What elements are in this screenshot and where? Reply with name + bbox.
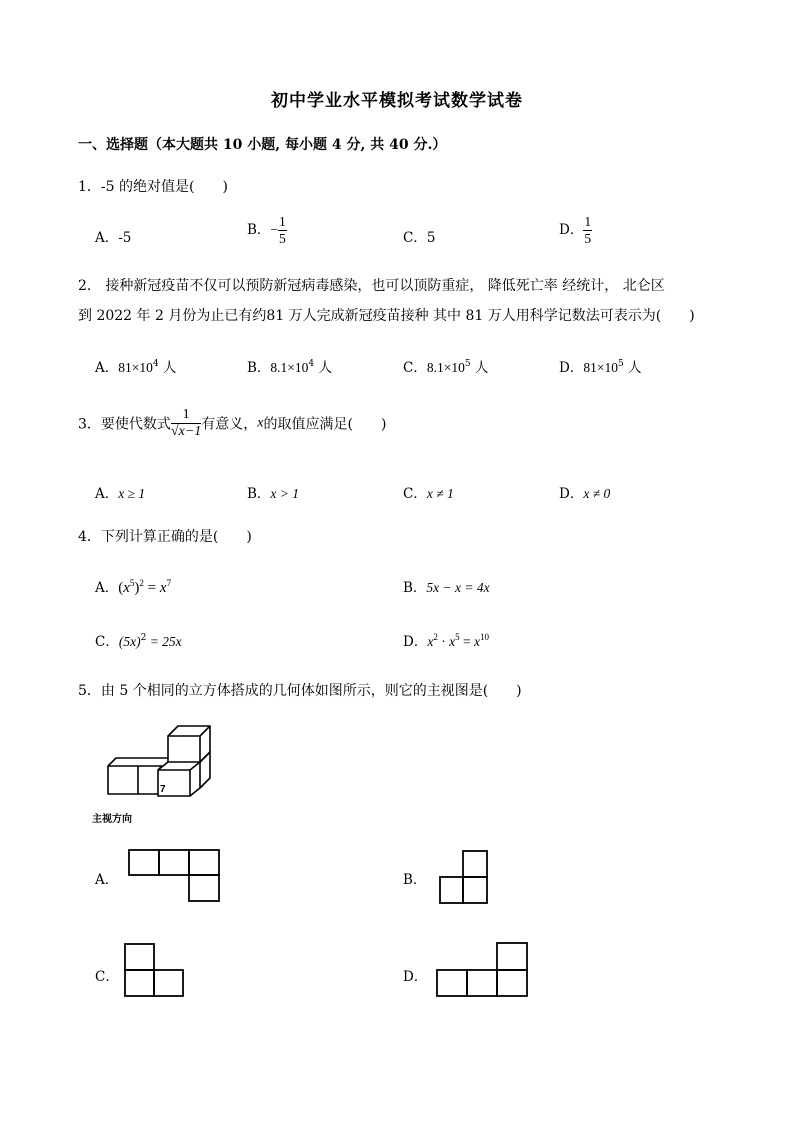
minus-sign: −	[270, 222, 279, 237]
stem-suffix: 的取值应满足( )	[263, 416, 387, 433]
exponent: 5	[617, 359, 624, 369]
q1-option-c: C．5	[403, 230, 436, 246]
q2-option-d	[559, 356, 641, 376]
section-heading: 一、选择题（本大题共 10 小题, 每小题 4 分, 共 40 分.）	[78, 137, 447, 153]
unit: 人	[158, 360, 177, 376]
numerator: 1	[279, 214, 286, 229]
q5-option-a-label: A．	[95, 872, 119, 888]
unit: 人	[470, 360, 489, 376]
math-base: 8.1×10	[270, 360, 309, 375]
q5-option-d-label: D．	[403, 969, 428, 985]
option-label: D．	[559, 486, 584, 502]
q3-option-d	[559, 482, 610, 502]
q1-option-b	[247, 214, 287, 247]
math-expr: $(x^5)^2 = x^7$	[118, 578, 172, 596]
q5-option-b-label: B．	[403, 872, 427, 888]
option-label: C．	[403, 360, 427, 376]
math-expr: x ≥ 1	[118, 486, 146, 501]
fraction	[583, 214, 592, 247]
math-expr: x ≠ 0	[583, 486, 611, 501]
q4-option-b	[403, 576, 490, 596]
denominator: 5	[279, 231, 286, 246]
view-direction-arrow: 7	[160, 784, 166, 795]
q1-option-a: A．-5	[95, 230, 132, 246]
solid-3d-figure	[100, 722, 220, 802]
q3-option-c	[403, 482, 454, 502]
math-rest: = 25x	[146, 634, 182, 649]
option-label: C．	[403, 486, 427, 502]
q4-option-a	[95, 576, 171, 597]
q5-option-c-label: C．	[95, 969, 119, 985]
option-label: D．	[559, 222, 584, 238]
option-label: B．	[403, 580, 427, 596]
math-base: 81×10	[118, 360, 153, 375]
fraction	[278, 214, 287, 247]
numerator: 1	[171, 407, 201, 424]
exponent: 4	[308, 359, 315, 369]
exponent: 5	[464, 359, 471, 369]
math-base: 8.1×10	[426, 360, 465, 375]
denominator	[171, 424, 201, 440]
q5-option-d-view	[436, 942, 530, 1000]
option-label: A．	[95, 580, 119, 596]
option-label: D．	[559, 360, 584, 376]
math-base: 81×10	[583, 360, 618, 375]
math-expr: 5x − x = 4x	[426, 580, 490, 595]
view-direction-caption: 主视方向	[92, 814, 132, 825]
q4-option-c	[95, 630, 182, 650]
sqrt-sign: √	[170, 424, 179, 439]
q5-option-b-view	[439, 850, 491, 906]
q3-option-b	[247, 482, 299, 502]
unit: 人	[314, 360, 332, 376]
question-3-stem	[78, 407, 386, 440]
option-label: A．	[95, 360, 119, 376]
page-title: 初中学业水平模拟考试数学试卷	[271, 91, 523, 111]
question-5-stem: 5．由 5 个相同的立方体搭成的几何体如图所示，则它的主视图是( )	[78, 683, 522, 699]
option-label: A．	[95, 486, 119, 502]
math-base: (5x)	[118, 634, 141, 649]
q5-option-c-view	[124, 943, 186, 999]
numerator: 1	[584, 214, 592, 229]
denominator: 5	[584, 231, 592, 246]
variable: x	[257, 415, 264, 431]
q2-option-a	[95, 356, 176, 376]
question-4-stem: 4．下列计算正确的是( )	[78, 529, 252, 545]
q3-option-a	[95, 482, 145, 502]
option-label: B．	[247, 360, 271, 376]
q1-option-d	[559, 214, 592, 247]
math-expr: $x^2 \cdot x^5 = x^{10}$	[427, 632, 489, 649]
question-1-stem: 1．-5 的绝对值是( )	[78, 179, 228, 195]
q4-option-d	[403, 630, 489, 650]
option-label: B．	[247, 222, 271, 238]
exponent: 4	[152, 359, 159, 369]
stem-middle: 有意义，	[201, 416, 258, 433]
math-expr: x > 1	[270, 486, 300, 501]
radical-fraction	[171, 407, 201, 440]
q2-option-b	[247, 356, 332, 376]
exponent: 2	[140, 633, 147, 643]
question-2-line2: 到 2022 年 2 月份为止已有约81 万人完成新冠疫苗接种 其中 81 万人用科学记数法可表示为( )	[78, 308, 695, 324]
q5-option-a-view	[128, 849, 220, 903]
question-2-line1: 2． 接种新冠疫苗不仅可以预防新冠病毒感染，也可以顶防重症， 降低死亡率 经统计， 北仑区	[78, 278, 665, 294]
option-label: B．	[247, 486, 271, 502]
radicand: x−1	[178, 424, 202, 439]
unit: 人	[623, 360, 642, 376]
option-label: D．	[403, 634, 428, 650]
q2-option-c	[403, 356, 488, 376]
stem-prefix: 3．要使代数式	[78, 416, 171, 433]
option-label: C．	[95, 634, 119, 650]
math-expr: x ≠ 1	[426, 486, 454, 501]
